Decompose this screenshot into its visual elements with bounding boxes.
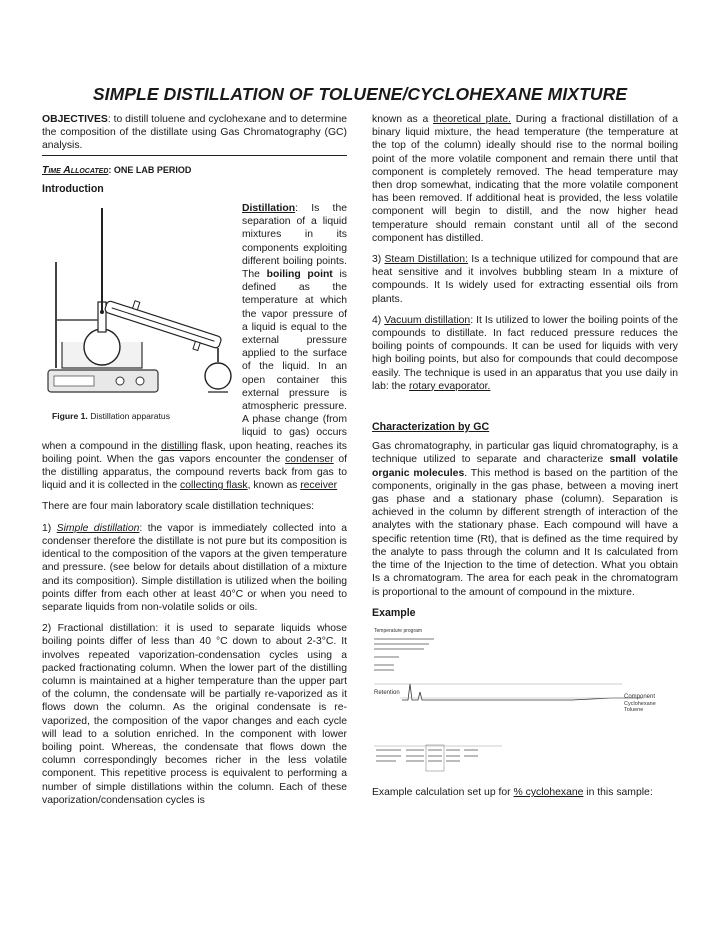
figure-caption [52,410,170,423]
simple-distillation-text: : the vapor is immediately collected into a condenser therefore the distillate is not pure but its composition is identical to the composition of the vapors at the given temperature and pressure. (see below for details about distillation of a mixture and its composition). Simple distillation is utilized when the boiling points differ from each other at least 40°C or when you need to separate liquids from non-volatile solids or oils. [42,522,347,613]
distillation-paragraph [42,202,347,492]
gc-text-1: Gas chromatography, in particular gas liquid chromatography, is a technique utilized to separate and characterize [372,441,678,466]
page-title: SIMPLE DISTILLATION OF TOLUENE/CYCLOHEXANE MIXTURE [92,84,628,104]
chromatogram-component-label: Component [624,693,656,700]
receiver-term: receiver [300,480,338,492]
simple-distillation-term: Simple distillation [56,522,140,534]
chromatogram-toluene-label: Toluene [624,706,644,713]
chromatogram-figure [372,626,678,776]
boiling-point-term: boiling point [266,269,333,281]
steam-distillation-paragraph [372,253,678,306]
example-heading: Example [372,606,416,619]
distillation-apparatus-illustration [42,202,238,407]
theoretical-plate-paragraph [372,113,678,245]
figure-caption-text: Distillation apparatus [90,411,170,422]
vacuum-distillation-paragraph [372,314,678,393]
theoretical-text: During a fractional distillation of a binary liquid mixture, the head temperature (the temperature at the top of the column) ideally should rise to the normal boiling point of the more volatile component and remain there until that component is completely removed. The head temperature may then drop somewhat, indicating that the more volatile component has been removed. If additional heat is provided, the less volatile component will begin to distill, and the now higher head temperature should remain constant until all of the second component has distilled. [372,114,678,244]
chromatogram-cyclohexane-label: Cyclohexane [624,700,656,707]
condenser-term: condenser [285,453,334,465]
distillation-term: Distillation [242,203,296,215]
figure-distillation-apparatus [42,202,238,432]
calc-text-1: Example calculation set up for [372,786,514,798]
calc-cyclohexane: % cyclohexane [513,786,584,798]
distillation-text-2: is defined as the temperature at which the vapor pressure of a liquid is equal to the external pressure applied to the surface of the liquid. In an open container this external pressure is atmospheric pressure. A phase change (from liquid to gas) occurs when a compound in the [42,269,347,452]
calc-text-2: in this sample: [583,786,653,798]
vacuum-distillation-text: : It Is utilized to lower the boiling points of the compounds to distillate. In fact reduced pressure reduces the boiling points of compounds. It can be used for liquids with very high boiling points, but also for compounds that could decompose easily. The technique is used in an apparatus that you use daily in lab: the [372,314,678,392]
time-allocated-label: Time Allocated [42,164,109,176]
left-column [42,113,347,815]
chromatogram-illustration [372,626,678,776]
simple-distillation-paragraph [42,522,347,614]
introduction-heading: Introduction [42,182,104,195]
chromatogram-retention-label: Retention [374,689,400,696]
example-calculation [372,786,678,799]
steam-distillation-term: Steam Distillation: [384,254,468,266]
right-column [372,113,678,807]
objectives-label: OBJECTIVES [42,114,108,125]
vacuum-num: 4) [372,314,385,326]
four-techniques: There are four main laboratory scale distillation techniques: [42,501,315,513]
theoretical-intro: known as a [372,114,433,125]
vacuum-distillation-term: Vacuum distillation [384,314,471,326]
distillation-text-3: flask, upon heating, reaches its boiling point. When the gas vapors encounter the [42,440,347,465]
chromatogram-header: Temperature program [374,627,423,634]
gc-paragraph [372,440,678,598]
gc-text-2: . This method is based on the partition of the components, originally in the gas phase, between a moving inert gas phase and a stationary phase (column). Separation is achieved in the column by different strength of interaction of the analytes with the stationary phase. Each compound will have a specific retention time (Rt), that is defined as the time required by the analyte to pass through the column and It Is calculated from the time of the Injection to the time of detection. What you obtain Is a chromatogram. The area for each peak in the chromatogram is proportional to the amount of compound in the mixture. [372,467,678,598]
simple-num: 1) [42,522,57,534]
gc-heading: Characterization by GC [372,421,490,434]
steam-distillation-text: Is a technique utilized for compound that are heat sensitive and it involves bubbling steam In a mixture of compounds. It Is widely used for extracting essential oils from plants. [372,254,678,305]
fractional-distillation-paragraph: 2) Fractional distillation: it is used to separate liquids whose boiling points differ of less than 40 °C down to about 2-3°C. It involves repeated vaporization-condensation cycles using a packed fractionating column. When the lower part of the distilling column is maintained at a higher temperature than the upper part of the column, the condensate will be partially re-vaporized as it flows down the column. As the original condensate is re-vaporized, the composition of the vapor changes and each cycle will lead to a solution enriched. In the component with lower boiling point. Whereas, the condensate that flows down the column correspondingly becomes richer in the less volatile component. This repetitive process is equivalent to performing a number of simple distillations within the column. Each of these vaporization/condensation cycles is [42,623,347,806]
distillation-text-1: : Is the separation of a liquid mixtures in its components exploiting different boiling points. The [242,203,347,281]
steam-num: 3) [372,254,385,266]
distillation-text-4: of the distilling apparatus, the compound reverts back from gas to liquid and it is collected in the [42,453,347,492]
distillation-text-5: , known as [247,480,301,492]
figure-caption-label: Figure 1. [52,411,88,422]
time-allocated [42,164,347,177]
objectives-paragraph [42,113,347,156]
gc-bold-term: small volatile organic molecules [372,454,678,479]
time-allocated-value: : ONE LAB PERIOD [108,164,192,175]
rotary-evaporator-term: rotary evaporator. [408,380,491,392]
collecting-flask-term: collecting flask [180,480,248,492]
distilling-flask-term: distilling [161,440,198,452]
objectives-text: : to distill toluene and cyclohexane and to determine the composition of the distillate using Gas Chromatography (GC) analysis. [42,114,347,152]
theoretical-plate-term: theoretical plate. [432,114,512,125]
